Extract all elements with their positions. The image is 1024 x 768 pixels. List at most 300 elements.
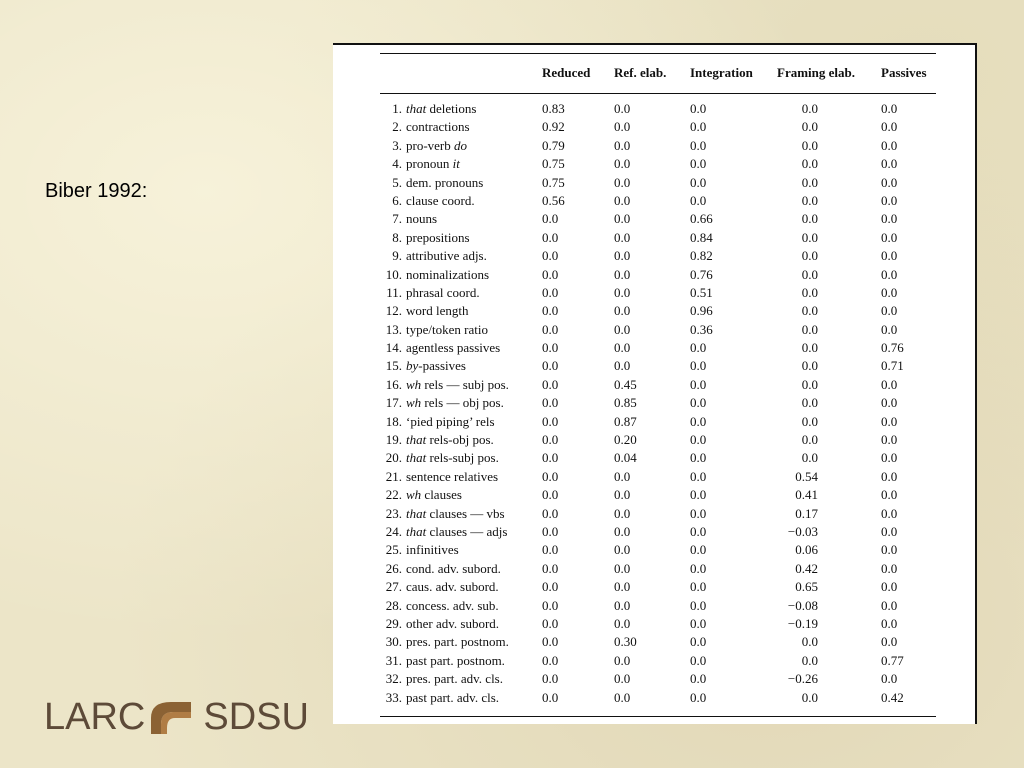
- table-row: [380, 468, 936, 486]
- row-feature: word length: [406, 303, 469, 319]
- cell-reduced: 0.0: [542, 321, 559, 337]
- cell-ref-elab: 0.0: [614, 358, 631, 374]
- cell-ref-elab: 0.0: [614, 579, 631, 595]
- cell-ref-elab: 0.30: [614, 634, 637, 650]
- cell-framing-elab: 0.0: [801, 266, 818, 282]
- row-feature: nouns: [406, 211, 438, 227]
- cell-framing-elab: 0.0: [801, 413, 818, 429]
- row-label: [380, 192, 538, 210]
- row-number: 32.: [385, 671, 402, 687]
- row-label: [380, 302, 538, 320]
- cell-ref-elab: 0.0: [614, 211, 631, 227]
- cell-passives: 0.0: [881, 321, 898, 337]
- cell-framing-elab: 0.41: [795, 487, 818, 503]
- cell-framing-elab: −0.08: [787, 597, 818, 613]
- row-number: 1.: [392, 101, 402, 116]
- cell-framing-elab: 0.06: [795, 542, 818, 558]
- cell-integration: 0.0: [690, 137, 707, 153]
- cell-integration: 0.0: [690, 615, 707, 631]
- cell-passives: 0.0: [881, 248, 898, 264]
- cell-ref-elab: 0.0: [614, 156, 631, 172]
- row-number: 28.: [385, 597, 402, 613]
- cell-framing-elab: 0.54: [795, 468, 818, 484]
- table-body: [380, 100, 936, 707]
- cell-reduced: 0.0: [542, 376, 559, 392]
- cell-framing-elab: 0.0: [801, 137, 818, 153]
- row-label: [380, 505, 538, 523]
- cell-passives: 0.0: [881, 156, 898, 172]
- row-label: [380, 449, 538, 467]
- row-feature: past part. postnom.: [406, 652, 505, 668]
- row-label: [380, 578, 538, 596]
- header-integration: Integration: [690, 65, 753, 80]
- cell-passives: 0.0: [881, 634, 898, 650]
- row-feature: agentless passives: [406, 340, 501, 356]
- cell-reduced: 0.79: [542, 137, 565, 153]
- cell-framing-elab: 0.0: [801, 321, 818, 337]
- cell-integration: 0.0: [690, 376, 707, 392]
- cell-reduced: 0.0: [542, 487, 559, 503]
- cell-reduced: 0.0: [542, 615, 559, 631]
- cell-integration: 0.0: [690, 432, 707, 448]
- row-number: 30.: [385, 634, 402, 650]
- row-label: [380, 284, 538, 302]
- row-number: 33.: [385, 689, 402, 705]
- cell-ref-elab: 0.0: [614, 192, 631, 208]
- cell-ref-elab: 0.0: [614, 671, 631, 687]
- cell-passives: 0.0: [881, 505, 898, 521]
- cell-integration: 0.96: [690, 303, 713, 319]
- cell-ref-elab: 0.0: [614, 523, 631, 539]
- row-number: 14.: [385, 340, 402, 356]
- row-feature: caus. adv. subord.: [406, 579, 499, 595]
- cell-integration: 0.0: [690, 395, 707, 411]
- cell-framing-elab: 0.0: [801, 395, 818, 411]
- cell-passives: 0.0: [881, 579, 898, 595]
- cell-framing-elab: 0.0: [801, 284, 818, 300]
- cell-integration: 0.0: [690, 101, 707, 116]
- row-label: [380, 229, 538, 247]
- cell-ref-elab: 0.0: [614, 615, 631, 631]
- cell-integration: 0.0: [690, 523, 707, 539]
- cell-passives: 0.0: [881, 468, 898, 484]
- cell-framing-elab: 0.0: [801, 340, 818, 356]
- cell-passives: 0.0: [881, 395, 898, 411]
- cell-passives: 0.0: [881, 597, 898, 613]
- cell-passives: 0.0: [881, 192, 898, 208]
- row-feature: that clauses — vbs: [406, 505, 505, 521]
- row-number: 4.: [392, 156, 402, 172]
- cell-ref-elab: 0.0: [614, 597, 631, 613]
- table-row: [380, 339, 936, 357]
- cell-integration: 0.51: [690, 284, 713, 300]
- cell-ref-elab: 0.0: [614, 560, 631, 576]
- cell-passives: 0.0: [881, 376, 898, 392]
- table-row: [380, 541, 936, 559]
- cell-integration: 0.0: [690, 634, 707, 650]
- row-number: 15.: [385, 358, 402, 374]
- table-header-rule: [380, 93, 936, 94]
- row-number: 22.: [385, 487, 402, 503]
- header-passives: Passives: [881, 65, 927, 80]
- row-number: 26.: [385, 560, 402, 576]
- row-number: 24.: [385, 523, 402, 539]
- cell-reduced: 0.0: [542, 634, 559, 650]
- row-feature: other adv. subord.: [406, 615, 500, 631]
- row-number: 8.: [392, 229, 402, 245]
- header-reduced: Reduced: [542, 65, 591, 80]
- cell-integration: 0.0: [690, 505, 707, 521]
- cell-integration: 0.0: [690, 450, 707, 466]
- cell-passives: 0.0: [881, 229, 898, 245]
- table-row: [380, 449, 936, 467]
- row-feature: dem. pronouns: [406, 174, 484, 190]
- cell-reduced: 0.0: [542, 671, 559, 687]
- table-row: [380, 394, 936, 412]
- cell-integration: 0.0: [690, 358, 707, 374]
- cell-ref-elab: 0.04: [614, 450, 637, 466]
- cell-framing-elab: 0.0: [801, 652, 818, 668]
- row-feature: type/token ratio: [406, 321, 488, 337]
- cell-integration: 0.36: [690, 321, 713, 337]
- row-feature: pres. part. postnom.: [406, 634, 509, 650]
- cell-passives: 0.0: [881, 487, 898, 503]
- row-feature: wh rels — subj pos.: [406, 376, 509, 392]
- cell-ref-elab: 0.0: [614, 689, 631, 705]
- row-number: 31.: [385, 652, 402, 668]
- cell-ref-elab: 0.0: [614, 266, 631, 282]
- cell-ref-elab: 0.87: [614, 413, 637, 429]
- row-number: 27.: [385, 579, 402, 595]
- cell-ref-elab: 0.0: [614, 248, 631, 264]
- cell-integration: 0.82: [690, 248, 713, 264]
- row-feature: pronoun it: [406, 156, 460, 172]
- row-feature: that clauses — adjs: [406, 523, 508, 539]
- table-row: [380, 486, 936, 504]
- row-number: 9.: [392, 248, 402, 264]
- cell-reduced: 0.0: [542, 266, 559, 282]
- row-label: [380, 615, 538, 633]
- cell-framing-elab: 0.0: [801, 156, 818, 172]
- cell-passives: 0.42: [881, 689, 904, 705]
- row-number: 18.: [385, 413, 402, 429]
- cell-framing-elab: 0.65: [795, 579, 818, 595]
- table-row: [380, 137, 936, 155]
- cell-integration: 0.0: [690, 119, 707, 135]
- cell-reduced: 0.0: [542, 358, 559, 374]
- row-number: 6.: [392, 192, 402, 208]
- cell-reduced: 0.56: [542, 192, 565, 208]
- cell-passives: 0.0: [881, 542, 898, 558]
- row-feature: phrasal coord.: [406, 284, 480, 300]
- header-framing-elab: Framing elab.: [777, 65, 855, 80]
- row-feature: prepositions: [406, 229, 470, 245]
- cell-reduced: 0.0: [542, 542, 559, 558]
- cell-ref-elab: 0.45: [614, 376, 637, 392]
- row-label: [380, 689, 538, 707]
- row-number: 19.: [385, 432, 402, 448]
- cell-integration: 0.0: [690, 542, 707, 558]
- cell-framing-elab: 0.17: [795, 505, 818, 521]
- scanned-table-image: [333, 43, 977, 724]
- cell-reduced: 0.75: [542, 174, 565, 190]
- row-label: [380, 137, 538, 155]
- row-label: [380, 100, 538, 118]
- row-feature: that deletions: [406, 101, 477, 116]
- cell-passives: 0.0: [881, 671, 898, 687]
- table-top-rule: [380, 53, 936, 54]
- cell-integration: 0.0: [690, 192, 707, 208]
- header-ref-elab: Ref. elab.: [614, 65, 667, 80]
- cell-passives: 0.0: [881, 284, 898, 300]
- row-label: [380, 486, 538, 504]
- cell-framing-elab: 0.0: [801, 229, 818, 245]
- cell-reduced: 0.0: [542, 505, 559, 521]
- row-number: 11.: [386, 284, 402, 300]
- cell-ref-elab: 0.0: [614, 284, 631, 300]
- cell-reduced: 0.0: [542, 395, 559, 411]
- cell-ref-elab: 0.0: [614, 652, 631, 668]
- table-row: [380, 376, 936, 394]
- cell-ref-elab: 0.0: [614, 137, 631, 153]
- cell-framing-elab: 0.0: [801, 634, 818, 650]
- cell-passives: 0.0: [881, 432, 898, 448]
- cell-framing-elab: −0.03: [787, 523, 818, 539]
- row-number: 29.: [385, 615, 402, 631]
- table-row: [380, 689, 936, 707]
- table-row: [380, 284, 936, 302]
- table-row: [380, 357, 936, 375]
- row-label: [380, 394, 538, 412]
- row-feature: contractions: [406, 119, 470, 135]
- cell-ref-elab: 0.0: [614, 487, 631, 503]
- row-feature: past part. adv. cls.: [406, 689, 500, 705]
- cell-passives: 0.0: [881, 266, 898, 282]
- row-feature: clause coord.: [406, 192, 475, 208]
- cell-framing-elab: −0.19: [787, 615, 818, 631]
- cell-reduced: 0.0: [542, 597, 559, 613]
- cell-ref-elab: 0.0: [614, 468, 631, 484]
- cell-framing-elab: 0.0: [801, 432, 818, 448]
- cell-passives: 0.0: [881, 615, 898, 631]
- row-label: [380, 523, 538, 541]
- logo-sdsu-text: SDSU: [203, 695, 309, 738]
- row-feature: that rels-obj pos.: [406, 432, 494, 448]
- cell-reduced: 0.0: [542, 689, 559, 705]
- row-feature: by-passives: [406, 358, 466, 374]
- table-row: [380, 652, 936, 670]
- cell-ref-elab: 0.0: [614, 321, 631, 337]
- cell-reduced: 0.0: [542, 468, 559, 484]
- logo-arch-icon: [149, 698, 193, 736]
- cell-ref-elab: 0.0: [614, 119, 631, 135]
- larc-sdsu-logo: [44, 692, 329, 742]
- row-label: [380, 155, 538, 173]
- table-row: [380, 174, 936, 192]
- cell-ref-elab: 0.0: [614, 101, 631, 116]
- table-row: [380, 155, 936, 173]
- row-label: [380, 541, 538, 559]
- row-feature: nominalizations: [406, 266, 490, 282]
- cell-reduced: 0.0: [542, 450, 559, 466]
- cell-ref-elab: 0.0: [614, 340, 631, 356]
- table-row: [380, 578, 936, 596]
- row-feature: that rels-subj pos.: [406, 450, 499, 466]
- table-row: [380, 266, 936, 284]
- cell-framing-elab: 0.0: [801, 248, 818, 264]
- row-feature: pres. part. adv. cls.: [406, 671, 503, 687]
- row-label: [380, 266, 538, 284]
- slide-caption: Biber 1992:: [45, 180, 148, 202]
- row-number: 16.: [385, 376, 402, 392]
- cell-passives: 0.0: [881, 137, 898, 153]
- cell-ref-elab: 0.0: [614, 229, 631, 245]
- row-label: [380, 560, 538, 578]
- row-number: 10.: [385, 266, 402, 282]
- cell-ref-elab: 0.0: [614, 505, 631, 521]
- table-bottom-rule: [380, 716, 936, 717]
- cell-passives: 0.0: [881, 560, 898, 576]
- cell-reduced: 0.83: [542, 101, 565, 116]
- cell-framing-elab: 0.0: [801, 376, 818, 392]
- cell-passives: 0.0: [881, 523, 898, 539]
- row-label: [380, 652, 538, 670]
- cell-framing-elab: 0.0: [801, 303, 818, 319]
- row-label: [380, 376, 538, 394]
- table-row: [380, 247, 936, 265]
- cell-passives: 0.0: [881, 211, 898, 227]
- cell-passives: 0.0: [881, 119, 898, 135]
- row-label: [380, 597, 538, 615]
- table-row: [380, 192, 936, 210]
- row-label: [380, 339, 538, 357]
- cell-reduced: 0.0: [542, 284, 559, 300]
- row-label: [380, 247, 538, 265]
- table-row: [380, 615, 936, 633]
- row-feature: concess. adv. sub.: [406, 597, 499, 613]
- cell-reduced: 0.0: [542, 303, 559, 319]
- cell-passives: 0.0: [881, 174, 898, 190]
- cell-integration: 0.0: [690, 652, 707, 668]
- cell-integration: 0.66: [690, 211, 713, 227]
- cell-framing-elab: 0.0: [801, 211, 818, 227]
- row-label: [380, 670, 538, 688]
- table-row: [380, 100, 936, 118]
- cell-ref-elab: 0.85: [614, 395, 637, 411]
- row-number: 23.: [385, 505, 402, 521]
- cell-integration: 0.76: [690, 266, 713, 282]
- cell-reduced: 0.92: [542, 119, 565, 135]
- table-row: [380, 321, 936, 339]
- cell-framing-elab: −0.26: [787, 671, 818, 687]
- row-number: 20.: [385, 450, 402, 466]
- row-feature: pro-verb do: [406, 137, 468, 153]
- cell-integration: 0.0: [690, 413, 707, 429]
- cell-passives: 0.76: [881, 340, 904, 356]
- cell-framing-elab: 0.0: [801, 192, 818, 208]
- cell-ref-elab: 0.0: [614, 174, 631, 190]
- cell-integration: 0.0: [690, 340, 707, 356]
- cell-integration: 0.0: [690, 671, 707, 687]
- row-number: 13.: [385, 321, 402, 337]
- row-feature: attributive adjs.: [406, 248, 487, 264]
- cell-reduced: 0.0: [542, 523, 559, 539]
- cell-passives: 0.0: [881, 413, 898, 429]
- row-label: [380, 431, 538, 449]
- row-feature: infinitives: [406, 542, 459, 558]
- cell-integration: 0.84: [690, 229, 713, 245]
- table-row: [380, 560, 936, 578]
- row-number: 7.: [392, 211, 402, 227]
- cell-framing-elab: 0.0: [801, 450, 818, 466]
- cell-passives: 0.0: [881, 101, 898, 116]
- cell-passives: 0.71: [881, 358, 904, 374]
- table-row: [380, 523, 936, 541]
- cell-integration: 0.0: [690, 597, 707, 613]
- row-label: [380, 633, 538, 651]
- cell-framing-elab: 0.42: [795, 560, 818, 576]
- row-feature: cond. adv. subord.: [406, 560, 501, 576]
- cell-integration: 0.0: [690, 156, 707, 172]
- table-row: [380, 302, 936, 320]
- cell-framing-elab: 0.0: [801, 689, 818, 705]
- table-row: [380, 210, 936, 228]
- row-number: 5.: [392, 174, 402, 190]
- row-feature: sentence relatives: [406, 468, 499, 484]
- cell-passives: 0.77: [881, 652, 904, 668]
- cell-reduced: 0.0: [542, 413, 559, 429]
- table-row: [380, 118, 936, 136]
- row-number: 21.: [385, 468, 402, 484]
- cell-integration: 0.0: [690, 468, 707, 484]
- cell-reduced: 0.0: [542, 229, 559, 245]
- row-number: 3.: [392, 137, 402, 153]
- cell-ref-elab: 0.0: [614, 542, 631, 558]
- cell-framing-elab: 0.0: [801, 119, 818, 135]
- cell-passives: 0.0: [881, 303, 898, 319]
- cell-reduced: 0.75: [542, 156, 565, 172]
- row-label: [380, 413, 538, 431]
- row-number: 2.: [392, 119, 402, 135]
- table-row: [380, 229, 936, 247]
- row-feature: wh clauses: [406, 487, 462, 503]
- row-label: [380, 468, 538, 486]
- cell-reduced: 0.0: [542, 340, 559, 356]
- cell-reduced: 0.0: [542, 248, 559, 264]
- cell-framing-elab: 0.0: [801, 174, 818, 190]
- cell-reduced: 0.0: [542, 652, 559, 668]
- table-row: [380, 597, 936, 615]
- cell-integration: 0.0: [690, 560, 707, 576]
- table-row: [380, 431, 936, 449]
- cell-integration: 0.0: [690, 487, 707, 503]
- cell-ref-elab: 0.0: [614, 303, 631, 319]
- cell-reduced: 0.0: [542, 579, 559, 595]
- row-feature: wh rels — obj pos.: [406, 395, 504, 411]
- cell-framing-elab: 0.0: [801, 101, 818, 116]
- row-label: [380, 357, 538, 375]
- cell-integration: 0.0: [690, 579, 707, 595]
- logo-larc-text: LARC: [44, 695, 146, 738]
- row-number: 25.: [385, 542, 402, 558]
- table-row: [380, 413, 936, 431]
- table-row: [380, 505, 936, 523]
- table-row: [380, 633, 936, 651]
- cell-reduced: 0.0: [542, 432, 559, 448]
- row-number: 12.: [385, 303, 402, 319]
- cell-integration: 0.0: [690, 689, 707, 705]
- cell-reduced: 0.0: [542, 211, 559, 227]
